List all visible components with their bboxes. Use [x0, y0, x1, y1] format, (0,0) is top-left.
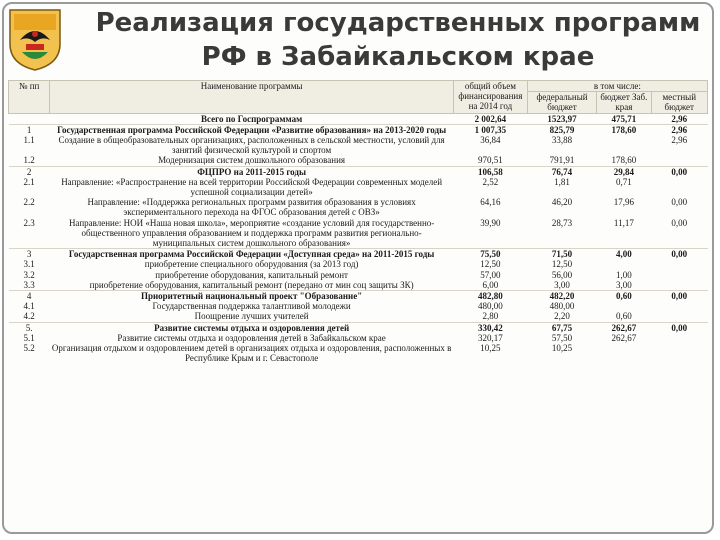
- row-number: 2: [9, 166, 50, 177]
- page-title: Реализация государственных программ РФ в Забайкальском крае: [95, 8, 701, 72]
- table-row: [9, 197, 708, 217]
- row-federal: 33,88: [551, 135, 573, 146]
- row-local: 0,00: [671, 217, 688, 228]
- row-regional: [597, 135, 651, 155]
- table-row: [9, 177, 708, 197]
- row-federal: 67,75: [527, 322, 596, 333]
- row-total: 2,80: [482, 311, 499, 322]
- row-local: [651, 177, 708, 197]
- row-total: 480,00: [478, 301, 503, 312]
- row-regional: 29,84: [597, 166, 651, 177]
- row-number: 2.1: [23, 176, 35, 187]
- table-row: [9, 155, 708, 166]
- row-regional: 262,67: [611, 332, 637, 343]
- header-federal: федеральный бюджет: [527, 92, 596, 113]
- row-name: приобретение специального оборудования (за 2013 год): [144, 259, 359, 270]
- row-local: 2,96: [671, 135, 688, 146]
- row-name: ФЦПРО на 2011-2015 годы: [50, 166, 454, 177]
- row-local: [651, 259, 708, 269]
- row-regional: 262,67: [597, 322, 651, 333]
- row-number: 2.2: [23, 197, 35, 208]
- row-regional: 3,00: [615, 279, 632, 290]
- row-name: приобретение оборудования, капитальный ремонт: [155, 269, 348, 280]
- row-total: 12,50: [480, 259, 501, 270]
- row-federal: 1,81: [554, 176, 570, 187]
- row-federal: 12,50: [551, 259, 573, 270]
- row-federal: 791,91: [549, 155, 575, 166]
- row-local: 0,00: [651, 322, 708, 333]
- row-total: 39,90: [480, 217, 501, 228]
- row-local: 0,00: [671, 197, 688, 208]
- row-number: 1.1: [23, 135, 35, 146]
- row-number: 1: [9, 124, 50, 135]
- row-federal: 71,50: [527, 249, 596, 260]
- row-number: 3.1: [23, 259, 35, 270]
- row-local: [651, 333, 708, 343]
- row-total: 64,16: [480, 197, 501, 208]
- programs-table: [8, 80, 708, 363]
- table-row: [9, 343, 708, 363]
- row-federal: 46,20: [551, 197, 573, 208]
- table-row: [9, 166, 708, 177]
- table-row: [9, 322, 708, 333]
- row-regional: [597, 259, 651, 269]
- row-regional: 475,71: [597, 113, 651, 124]
- row-number: 5.: [9, 322, 50, 333]
- row-name: Организация отдыхом и оздоровлением детей в организациях отдыха и оздоровления, расположенных в Республике Крым и г. Севастополе: [51, 343, 452, 364]
- header-total: общий объем финансирования на 2014 год: [453, 81, 527, 114]
- row-total: 10,25: [480, 343, 501, 354]
- row-local: [651, 311, 708, 322]
- row-federal: 56,00: [551, 269, 573, 280]
- row-regional: 178,60: [597, 124, 651, 135]
- table-row: [9, 270, 708, 280]
- row-name: Развитие системы отдыха и оздоровления детей: [50, 322, 454, 333]
- row-local: 0,00: [651, 249, 708, 260]
- row-total: 1 007,35: [453, 124, 527, 135]
- row-name: приобретение оборудования, капитальный ремонт (передано от мин соц защиты ЗК): [89, 279, 414, 290]
- row-federal: 482,20: [527, 291, 596, 302]
- row-regional: 11,17: [613, 217, 634, 228]
- row-number: 4.1: [23, 301, 35, 312]
- table-row: [9, 301, 708, 311]
- header-num: № пп: [9, 81, 50, 114]
- table-row: [9, 291, 708, 302]
- table-row: [9, 249, 708, 260]
- row-local: 2,96: [651, 124, 708, 135]
- row-number: 4.2: [23, 311, 35, 322]
- row-number: 3: [9, 249, 50, 260]
- row-total: 57,00: [480, 269, 501, 280]
- row-name: Всего по Госпрограммам: [50, 113, 454, 124]
- row-name: Направление: «Поддержка региональных программ развития образования в условиях экспериментального перехода на ФГОС образования детей с ОВЗ»: [87, 197, 416, 218]
- row-number: 1.2: [23, 155, 35, 166]
- header-including: в том числе:: [527, 81, 707, 92]
- row-total: 970,51: [478, 155, 503, 166]
- header-name: Наименование программы: [50, 81, 454, 114]
- row-local: [651, 270, 708, 280]
- table-row: [9, 124, 708, 135]
- header-regional: бюджет Заб. края: [597, 92, 651, 113]
- row-local: 2,96: [651, 113, 708, 124]
- row-federal: 28,73: [551, 217, 573, 228]
- row-regional: 0,60: [597, 291, 651, 302]
- row-total: 75,50: [453, 249, 527, 260]
- row-total: 36,84: [480, 135, 501, 146]
- row-number: 5.1: [23, 332, 35, 343]
- row-total: 2 002,64: [453, 113, 527, 124]
- row-federal: 480,00: [549, 301, 575, 312]
- row-regional: 17,96: [613, 197, 634, 208]
- row-name: Государственная поддержка талантливой молодежи: [152, 301, 351, 312]
- row-regional: 4,00: [597, 249, 651, 260]
- coat-of-arms-icon: [6, 6, 64, 72]
- row-name: Создание в общеобразовательных организациях, расположенных в сельской местности, условий для занятий физической культурой и спортом: [58, 135, 445, 156]
- row-name: Приоритетный национальный проект "Образование": [50, 291, 454, 302]
- row-total: 2,52: [482, 176, 499, 187]
- row-name: Поощрение лучших учителей: [194, 311, 309, 322]
- row-number: 4: [9, 291, 50, 302]
- row-name: Направление: НОИ «Наша новая школа», мероприятие «создание условий для государственно-общественного управления образованием и поддержка программ развития регионально-муниципальных систем дошкольного образования»: [68, 217, 435, 249]
- row-name: Модернизация систем дошкольного образования: [158, 155, 346, 166]
- table-row: [9, 333, 708, 343]
- row-total: 6,00: [482, 279, 499, 290]
- row-name: Государственная программа Российской Федерации «Доступная среда» на 2011-2015 годы: [50, 249, 454, 260]
- row-regional: 0,60: [615, 311, 632, 322]
- row-federal: 3,00: [554, 279, 570, 290]
- row-number: 2.3: [23, 217, 35, 228]
- row-federal: 10,25: [551, 343, 573, 354]
- row-regional: 178,60: [611, 155, 637, 166]
- table-row: [9, 218, 708, 249]
- table-header-row: [9, 81, 708, 92]
- row-total: 330,42: [453, 322, 527, 333]
- row-regional: [597, 301, 651, 311]
- row-total: 106,58: [453, 166, 527, 177]
- row-number: [9, 113, 50, 124]
- row-local: [651, 155, 708, 166]
- row-federal: 57,50: [551, 332, 573, 343]
- row-regional: [597, 343, 651, 363]
- row-number: 5.2: [23, 343, 35, 354]
- row-total: 320,17: [478, 332, 503, 343]
- row-name: Государственная программа Российской Федерации «Развитие образования» на 2013-2020 годы: [50, 124, 454, 135]
- row-federal: 1523,97: [527, 113, 596, 124]
- table-row: [9, 311, 708, 322]
- row-regional: 0,71: [615, 176, 632, 187]
- row-name: Направление: «Распространение на всей территории Российской Федерации современных моделей успешной социализации детей»: [61, 176, 443, 198]
- table-row: [9, 113, 708, 124]
- table-row: [9, 259, 708, 269]
- row-federal: 2,20: [554, 311, 570, 322]
- row-federal: 76,74: [527, 166, 596, 177]
- row-number: 3.3: [23, 279, 35, 290]
- table-row: [9, 135, 708, 155]
- row-name: Развитие системы отдыха и оздоровления детей в Забайкальском крае: [117, 332, 386, 343]
- row-local: [651, 301, 708, 311]
- table-row: [9, 280, 708, 291]
- row-number: 3.2: [23, 269, 35, 280]
- row-local: 0,00: [651, 291, 708, 302]
- row-total: 482,80: [453, 291, 527, 302]
- row-local: [651, 343, 708, 363]
- header-local: местный бюджет: [651, 92, 708, 113]
- row-local: 0,00: [651, 166, 708, 177]
- row-local: [651, 280, 708, 291]
- row-federal: 825,79: [527, 124, 596, 135]
- row-regional: 1,00: [615, 269, 632, 280]
